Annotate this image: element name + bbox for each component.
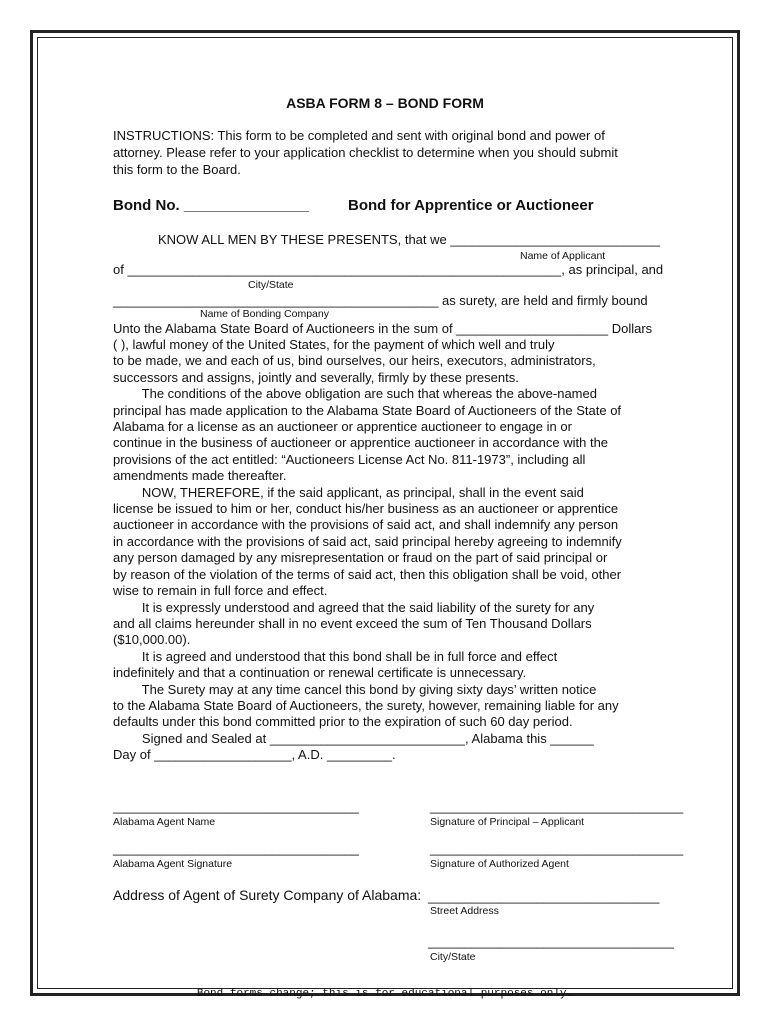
body-line: NOW, THEREFORE, if the said applicant, as principal, shall in the event said [113,484,584,500]
label-street-address: Street Address [430,905,499,917]
authorized-agent-line[interactable]: ___________________________________ [430,841,684,856]
body-line: successors and assigns, jointly and severally, firmly by these presents. [113,369,519,385]
address-label: Address of Agent of Surety Company of Alabama: [113,887,422,903]
label-signature-principal: Signature of Principal – Applicant [430,816,585,828]
street-address-line[interactable]: ________________________________ [428,889,660,904]
body-line: to be made, we and each of us, bind ourselves, our heirs, executors, administrators, [113,353,596,369]
sum-line: Unto the Alabama State Board of Auctioneers in the sum of _____________________ Dollars [113,321,653,336]
label-alabama-agent-signature: Alabama Agent Signature [113,858,233,870]
of-principal-line: of ____________________________________________________________, as principal, and [113,262,664,277]
body-line: ( ), lawful money of the United States, for the payment of which well and truly [113,337,555,352]
bond-number: Bond No. _______________ [113,197,309,214]
body-line: indefinitely and that a continuation or renewal certificate is unnecessary. [113,665,527,681]
label-signature-authorized-agent: Signature of Authorized Agent [430,858,569,870]
body-line: It is expressly understood and agreed that the said liability of the surety for any [113,599,595,615]
body-line: in accordance with the provisions of said act, said principal hereby agreeing to indemnify [113,533,622,549]
body-line: amendments made thereafter. [113,468,287,484]
body-line: and all claims hereunder shall in no event exceed the sum of Ten Thousand Dollars [113,615,592,631]
form-title: ASBA FORM 8 – BOND FORM [286,95,484,111]
body-line: ($10,000.00). [113,632,191,648]
body-line: The conditions of the above obligation are such that whereas the above-named [113,386,597,402]
body-line: Signed and Sealed at ___________________________, Alabama this ______ [113,730,594,746]
label-alabama-agent-name: Alabama Agent Name [113,816,216,828]
body-line: continue in the business of auctioneer or apprentice auctioneer in accordance with the [113,435,609,451]
body-line: license be issued to him or her, conduct his/her business as an auctioneer or apprentice [113,501,619,517]
agent-signature-line[interactable]: __________________________________ [113,841,359,856]
body-line: provisions of the act entitled: “Auctioneers License Act No. 811-1973”, including all [113,451,586,467]
agent-name-line[interactable]: __________________________________ [113,799,359,814]
body-line: any person damaged by any misrepresentation or fraud on the part of said principal or [113,550,608,566]
label-name-of-applicant: Name of Applicant [520,250,606,262]
instructions-line-3: this form to the Board. [113,162,241,177]
know-all-line: KNOW ALL MEN BY THESE PRESENTS, that we _____________________________ [158,232,661,247]
label-bonding-company: Name of Bonding Company [200,308,329,320]
body-line: defaults under this bond committed prior to the expiration of such 60 day period. [113,714,573,730]
surety-line: _____________________________________________ as surety, are held and firmly bound [113,293,648,308]
body-line: by reason of the violation of the terms of said act, then this obligation shall be void, other [113,566,622,582]
label-city-state-address: City/State [430,951,476,963]
body-line: principal has made application to the Alabama State Board of Auctioneers of the State of [113,402,622,418]
bond-body [113,337,658,764]
body-line: to the Alabama State Board of Auctioneers, the surety, however, remaining liable for any [113,697,619,713]
city-state-line[interactable]: __________________________________ [428,934,674,949]
body-line: The Surety may at any time cancel this bond by giving sixty days’ written notice [113,681,597,697]
body-line: Alabama for a license as an auctioneer or apprentice auctioneer to engage in or [113,419,572,435]
instructions-line-1: INSTRUCTIONS: This form to be completed and sent with original bond and power of [113,128,605,143]
bond-type-heading: Bond for Apprentice or Auctioneer [348,197,594,214]
principal-signature-line[interactable]: ___________________________________ [430,799,684,814]
body-line: auctioneer in accordance with the provisions of said act, and shall indemnify any person [113,517,619,533]
footer-disclaimer: Bond forms change; this is for educational purposes only. [196,988,574,1000]
body-line: It is agreed and understood that this bond shall be in full force and effect [113,648,558,664]
body-line: Day of ___________________, A.D. _________. [113,747,396,763]
body-line: wise to remain in full force and effect. [113,583,328,599]
label-city-state: City/State [248,279,294,291]
instructions-line-2: attorney. Please refer to your application checklist to determine when you should submit [113,145,618,160]
